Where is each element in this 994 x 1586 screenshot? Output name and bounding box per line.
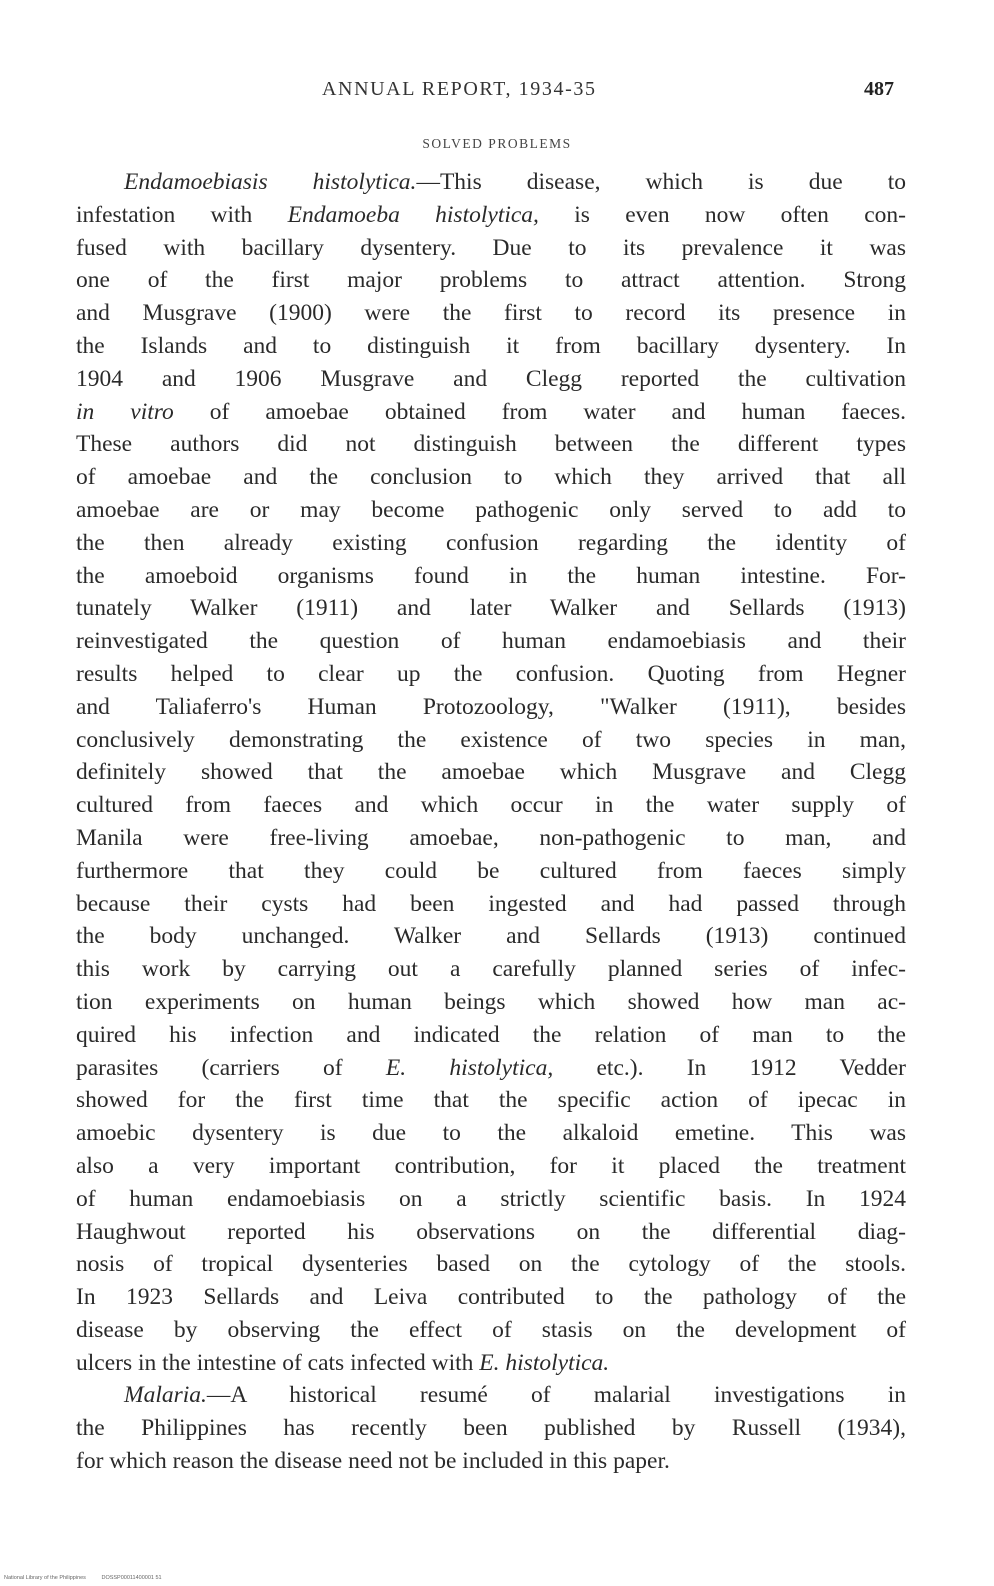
text-line [76, 330, 906, 363]
text-line [76, 297, 906, 330]
text-line [76, 494, 906, 527]
text-line [76, 363, 906, 396]
text-line [76, 1379, 906, 1412]
paragraph [76, 166, 906, 1379]
line-text: definitely showed that the amoebae which Musgrave and Clegg [76, 759, 906, 786]
text-line [76, 1150, 906, 1183]
text-line [76, 1347, 906, 1380]
line-text: infestation with [76, 201, 288, 228]
text-line [76, 888, 906, 921]
text-line [76, 953, 906, 986]
line-text: parasites (carriers of [76, 1054, 386, 1081]
line-text: is even now often con- [538, 201, 906, 228]
footer-library: National Library of the Philippines [4, 1575, 86, 1581]
text-line [76, 691, 906, 724]
line-text: These authors did not distinguish between the different types [76, 431, 906, 458]
text-line [76, 920, 906, 953]
italic-term: E. histolytica, [385, 1054, 554, 1081]
line-text: ulcers in the intestine of cats infected with [76, 1349, 480, 1376]
text-line [76, 789, 906, 822]
line-text: conclusively demonstrating the existence of two species in man, [76, 726, 906, 753]
paragraph [76, 1379, 906, 1477]
text-line [76, 232, 906, 265]
text-line [76, 264, 906, 297]
line-text: tion experiments on human beings which showed how man ac- [76, 988, 906, 1015]
running-head: ANNUAL REPORT, 1934-35 [322, 78, 597, 100]
body-text [76, 166, 906, 1478]
text-line [76, 1019, 906, 1052]
text-line [76, 199, 906, 232]
text-line [76, 1084, 906, 1117]
footer-code: DOSSP00011400001 51 [101, 1575, 162, 1581]
text-line [76, 1412, 906, 1445]
italic-term: in vitro [76, 398, 174, 425]
line-text: showed for the first time that the specific action of ipecac in [76, 1087, 906, 1114]
text-line [76, 1216, 906, 1249]
text-line [76, 560, 906, 593]
text-line [76, 1314, 906, 1347]
line-text: In 1923 Sellards and Leiva contributed to the pathology of the [76, 1284, 906, 1311]
text-line [76, 986, 906, 1019]
italic-term: Malaria. [124, 1382, 207, 1409]
text-line [76, 724, 906, 757]
text-line [76, 428, 906, 461]
line-text: cultured from faeces and which occur in the water supply of [76, 792, 906, 819]
line-text: disease by observing the effect of stasis on the development of [76, 1316, 906, 1343]
line-text: for which reason the disease need not be included in this paper. [76, 1448, 670, 1475]
line-text: of amoebae and the conclusion to which they arrived that all [76, 464, 906, 491]
line-text: the Philippines has recently been published by Russell (1934), [76, 1415, 906, 1442]
italic-term: Endamoebiasis histolytica. [124, 169, 417, 195]
text-line [76, 822, 906, 855]
text-line [76, 396, 906, 429]
line-text: the amoeboid organisms found in the human intestine. For- [76, 562, 906, 589]
line-text: this work by carrying out a carefully planned series of infec- [76, 956, 906, 983]
text-line [76, 625, 906, 658]
page-number: 487 [864, 78, 894, 100]
line-text: fused with bacillary dysentery. Due to its prevalence it was [76, 234, 906, 261]
text-line [76, 461, 906, 494]
line-text: amoebae are or may become pathogenic only served to add to [76, 496, 906, 523]
text-line [76, 1445, 906, 1478]
line-text: Manila were free-living amoebae, non-pathogenic to man, and [76, 824, 906, 851]
scan-footer [4, 1575, 176, 1581]
line-text: the Islands and to distinguish it from bacillary dysentery. In [76, 332, 906, 359]
line-text: of human endamoebiasis on a strictly scientific basis. In 1924 [76, 1185, 906, 1212]
line-text: because their cysts had been ingested and had passed through [76, 890, 906, 917]
line-text: of amoebae obtained from water and human faeces. [173, 398, 906, 425]
text-line [76, 592, 906, 625]
line-text: tunately Walker (1911) and later Walker and Sellards (1913) [76, 595, 906, 622]
line-text: the body unchanged. Walker and Sellards (1913) continued [76, 923, 906, 950]
line-text: amoebic dysentery is due to the alkaloid emetine. This was [76, 1120, 906, 1147]
line-text: furthermore that they could be cultured from faeces simply [76, 857, 906, 884]
line-text: reinvestigated the question of human endamoebiasis and their [76, 628, 906, 655]
text-line [76, 1183, 906, 1216]
text-line [76, 658, 906, 691]
text-line [76, 527, 906, 560]
page-header [0, 78, 994, 108]
line-text: results helped to clear up the confusion. Quoting from Hegner [76, 660, 906, 687]
italic-term: Endamoeba histolytica, [287, 201, 539, 228]
line-text: and Taliaferro's Human Protozoology, "Walker (1911), besides [76, 693, 906, 720]
text-line [76, 1052, 906, 1085]
line-text: nosis of tropical dysenteries based on the cytology of the stools. [76, 1251, 906, 1278]
line-text: Haughwout reported his observations on the differential diag- [76, 1218, 906, 1245]
text-line [76, 1117, 906, 1150]
line-text: 1904 and 1906 Musgrave and Clegg reported the cultivation [76, 365, 906, 392]
line-text: the then already existing confusion regarding the identity of [76, 529, 906, 556]
line-text: one of the first major problems to attract attention. Strong [76, 267, 906, 294]
italic-term: E. histolytica. [479, 1349, 610, 1376]
line-text: etc.). In 1912 Vedder [553, 1054, 906, 1081]
text-line [76, 1248, 906, 1281]
line-text: quired his infection and indicated the relation of man to the [76, 1021, 906, 1048]
line-text: —This disease, which is due to [416, 169, 906, 195]
text-line [76, 166, 906, 199]
section-title: SOLVED PROBLEMS [422, 136, 572, 151]
line-text: —A historical resumé of malarial investigations in [206, 1382, 906, 1409]
text-line [76, 1281, 906, 1314]
text-line [76, 756, 906, 789]
line-text: also a very important contribution, for it placed the treatment [76, 1152, 906, 1179]
text-line [76, 855, 906, 888]
line-text: and Musgrave (1900) were the first to record its presence in [76, 300, 906, 327]
